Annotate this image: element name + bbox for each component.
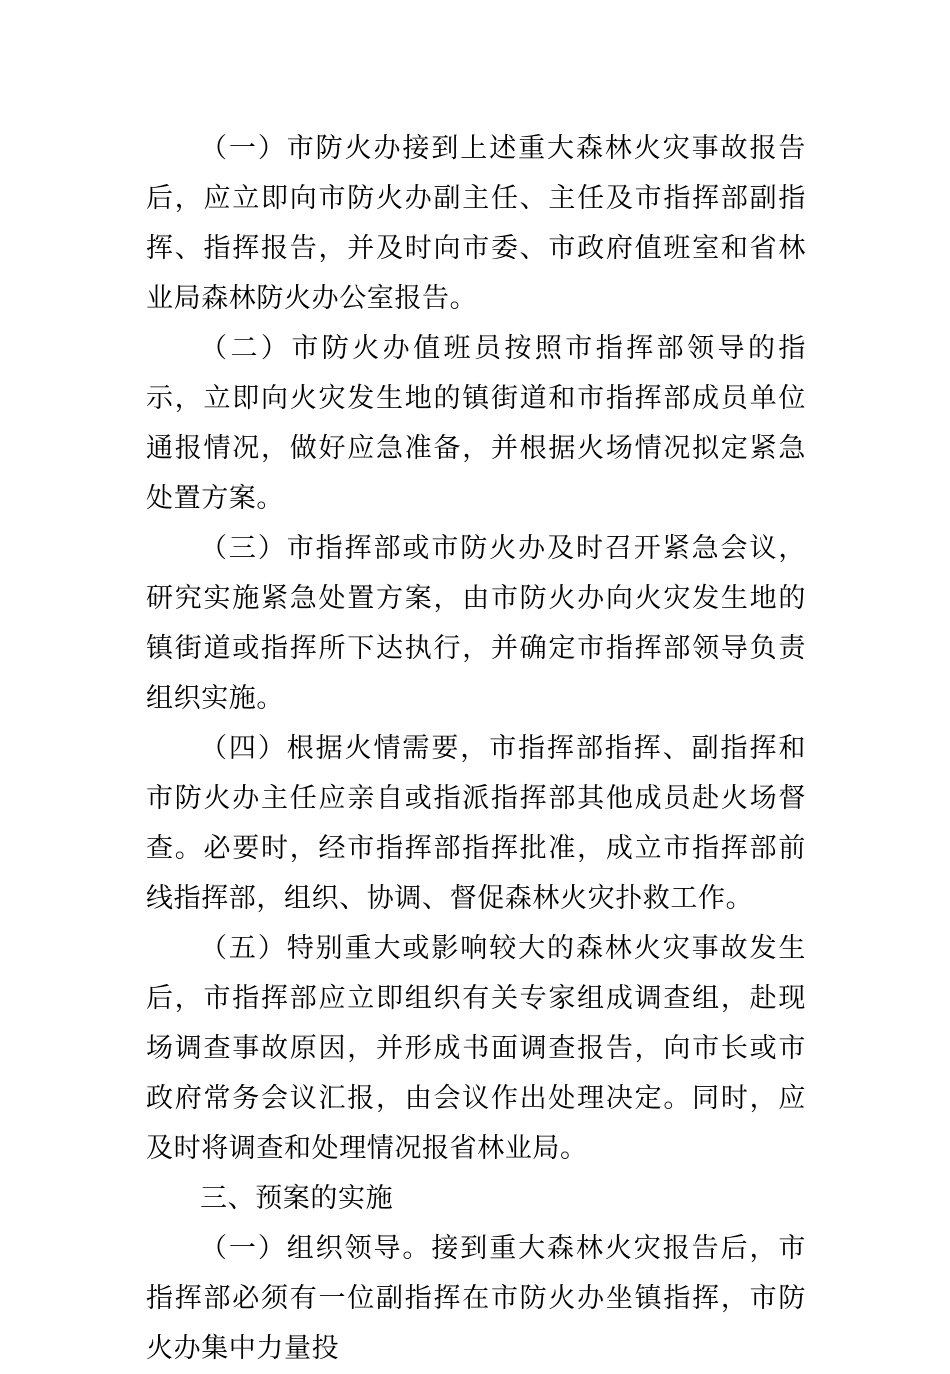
paragraph-1: （一）市防火办接到上述重大森林火灾事故报告后，应立即向市防火办副主任、主任及市指挥部副指挥、指挥报告，并及时向市委、市政府值班室和省林业局森林防火办公室报告。 [146, 133, 806, 314]
paragraph-5: （五）特别重大或影响较大的森林火灾事故发生后，市指挥部应立即组织有关专家组成调查组，赴现场调查事故原因，并形成书面调查报告，向市长或市政府常务会议汇报，由会议作出处理决定。同时，应及时将调查和处理情况报省林业局。 [146, 933, 806, 1164]
document-body [146, 124, 806, 1374]
paragraph-3: （三）市指挥部或市防火办及时召开紧急会议，研究实施紧急处置方案，由市防火办向火灾发生地的镇街道或指挥所下达执行，并确定市指挥部领导负责组织实施。 [146, 533, 806, 714]
paragraph-6: （一）组织领导。接到重大森林火灾报告后，市指挥部必须有一位副指挥在市防火办坐镇指挥，市防火办集中力量投 [146, 1233, 806, 1364]
paragraph-2: （二）市防火办值班员按照市指挥部领导的指示，立即向火灾发生地的镇街道和市指挥部成员单位通报情况，做好应急准备，并根据火场情况拟定紧急处置方案。 [146, 333, 806, 514]
paragraph-4: （四）根据火情需要，市指挥部指挥、副指挥和市防火办主任应亲自或指派指挥部其他成员赴火场督查。必要时，经市指挥部指挥批准，成立市指挥部前线指挥部，组织、协调、督促森林火灾扑救工作。 [146, 733, 806, 914]
section-heading: 三、预案的实施 [200, 1183, 394, 1214]
